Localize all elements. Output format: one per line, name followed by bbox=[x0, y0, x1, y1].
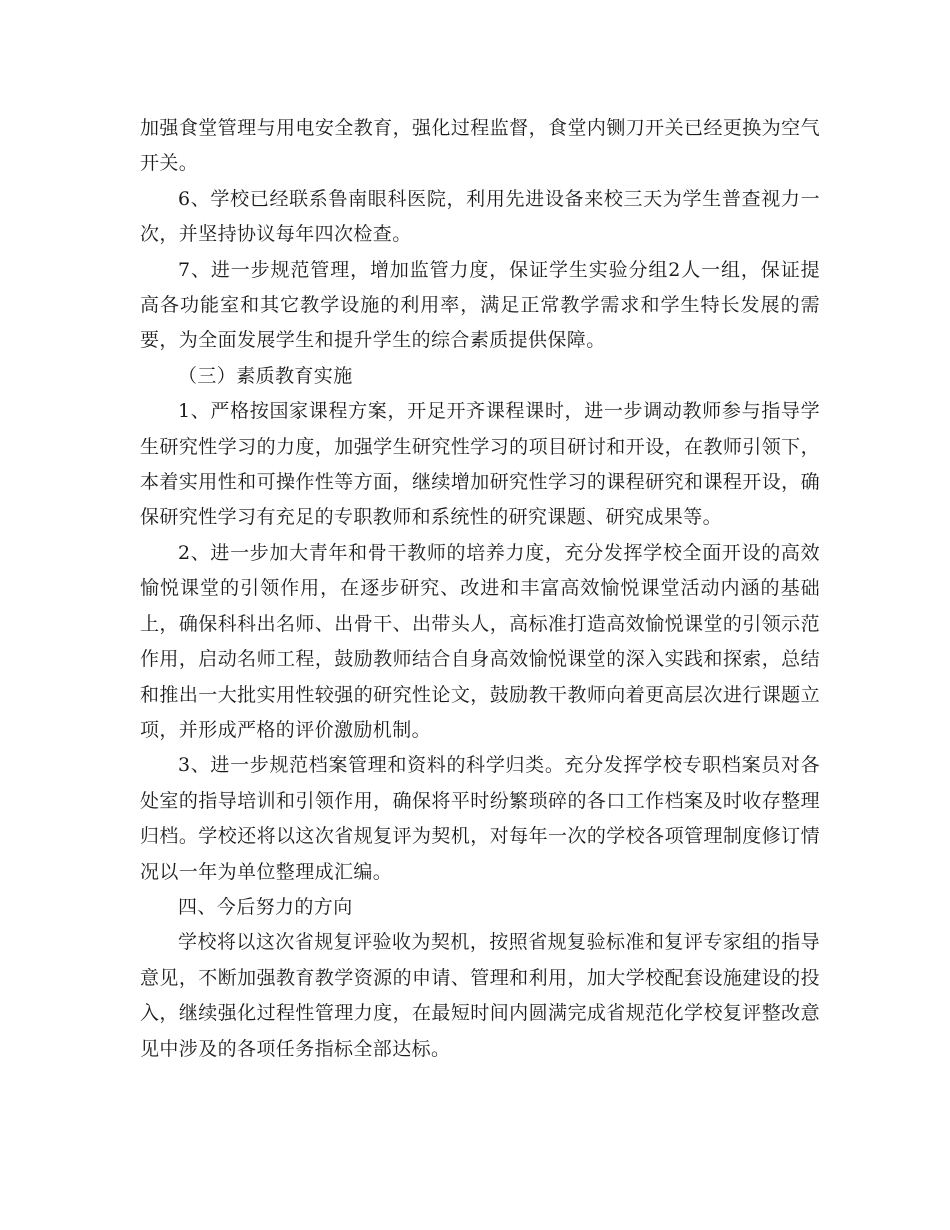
paragraph-item-1-curriculum: 1、严格按国家课程方案，开足开齐课程课时，进一步调动教师参与指导学生研究性学习的力度，加强学生研究性学习的项目研讨和开设，在教师引领下，本着实用性和可操作性等方面，继续增加研究性学习的课程研究和课程开设，确保研究性学习有充足的专职教师和系统性的研究课题、研究成果等。 bbox=[140, 400, 820, 529]
section-heading-future-direction: 四、今后努力的方向 bbox=[178, 895, 353, 918]
section-heading-quality-education: （三）素质教育实施 bbox=[178, 364, 353, 387]
paragraph-item-6-vision-check: 6、学校已经联系鲁南眼科医院，利用先进设备来校三天为学生普查视力一次，并坚持协议每年四次检查。 bbox=[140, 187, 820, 246]
paragraph-future-plan: 学校将以这次省规复评验收为契机，按照省规复验标准和复评专家组的指导意见，不断加强教育教学资源的申请、管理和利用，加大学校配套设施建设的投入，继续强化过程性管理力度，在最短时间内圆满完成省规范化学校复评整改意见中涉及的各项任务指标全部达标。 bbox=[140, 931, 820, 1060]
paragraph-item-2-teacher-training: 2、进一步加大青年和骨干教师的培养力度，充分发挥学校全面开设的高效愉悦课堂的引领作用，在逐步研究、改进和丰富高效愉悦课堂活动内涵的基础上，确保科科出名师、出骨干、出带头人，高标准打造高效愉悦课堂的引领示范作用，启动名师工程，鼓励教师结合自身高效愉悦课堂的深入实践和探索，总结和推出一大批实用性较强的研究性论文，鼓励教干教师向着更高层次进行课题立项，并形成严格的评价激励机制。 bbox=[140, 541, 820, 741]
document-body bbox=[140, 111, 820, 1067]
paragraph-canteen-safety: 加强食堂管理与用电安全教育，强化过程监督，食堂内铡刀开关已经更换为空气开关。 bbox=[140, 117, 820, 175]
paragraph-item-3-archives: 3、进一步规范档案管理和资料的科学归类。充分发挥学校专职档案员对各处室的指导培训和引领作用，确保将平时纷繁琐碎的各口工作档案及时收存整理归档。学校还将以这次省规复评为契机，对每年一次的学校各项管理制度修订情况以一年为单位整理成汇编。 bbox=[140, 754, 820, 883]
paragraph-item-7-management: 7、进一步规范管理，增加监管力度，保证学生实验分组2人一组，保证提高各功能室和其它教学设施的利用率，满足正常教学需求和学生特长发展的需要，为全面发展学生和提升学生的综合素质提供保障。 bbox=[140, 258, 820, 352]
